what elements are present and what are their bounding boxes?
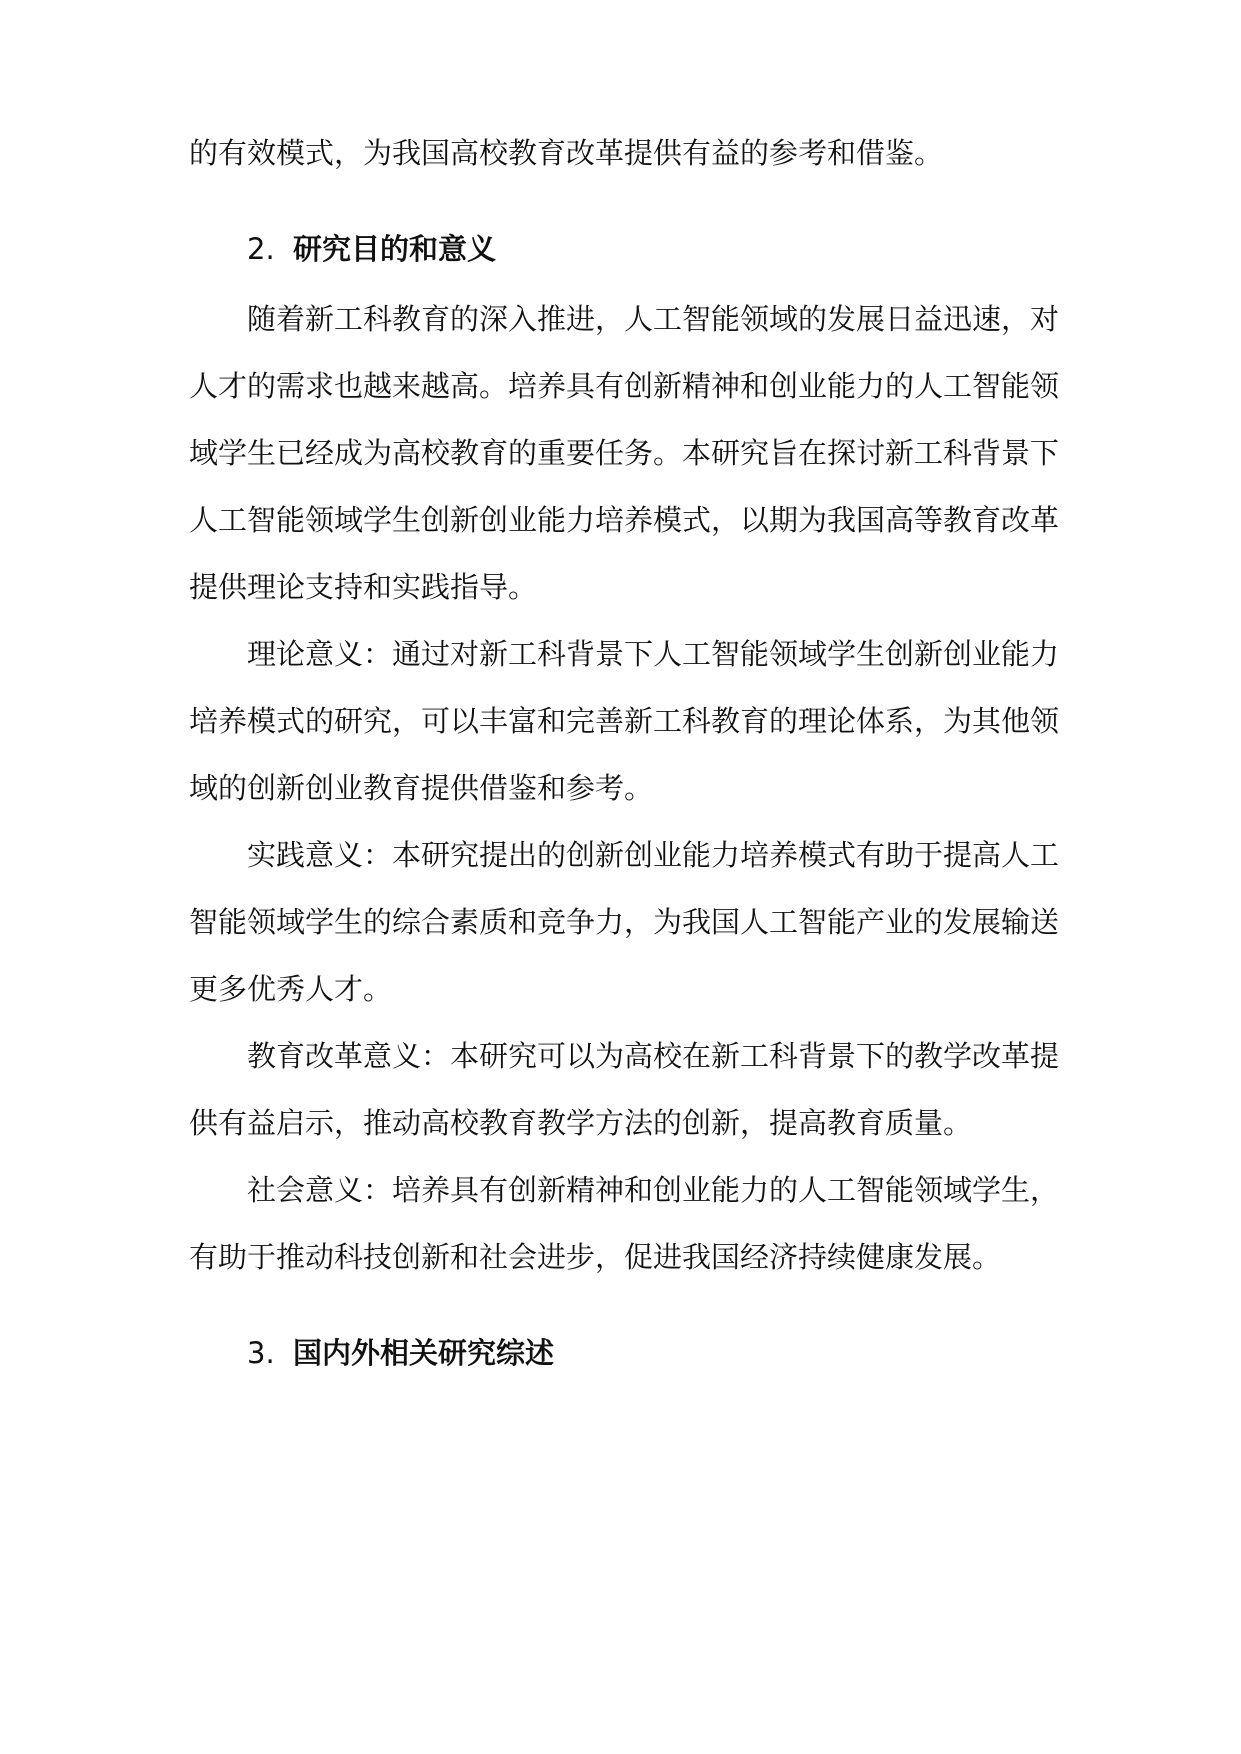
paragraph-line: 提供理论支持和实践指导。: [189, 570, 538, 604]
paragraph-line: 理论意义：通过对新工科背景下人工智能领域学生创新创业能力: [247, 637, 1060, 671]
paragraph-line: 社会意义：培养具有创新精神和创业能力的人工智能领域学生，: [247, 1173, 1060, 1207]
section-title: 国内外相关研究综述: [293, 1336, 555, 1370]
section-heading-research-purpose: [247, 231, 496, 267]
section-number: 2.: [247, 232, 275, 266]
section-title: 研究目的和意义: [293, 232, 497, 266]
paragraph-line: 人工智能领域学生创新创业能力培养模式，以期为我国高等教育改革: [189, 503, 1060, 537]
paragraph-line: 供有益启示，推动高校教育教学方法的创新，提高教育质量。: [189, 1106, 973, 1140]
paragraph-line: 人才的需求也越来越高。培养具有创新精神和创业能力的人工智能领: [189, 369, 1060, 403]
paragraph-line: 教育改革意义：本研究可以为高校在新工科背景下的教学改革提: [247, 1039, 1060, 1073]
section-number: 3.: [247, 1336, 275, 1370]
paragraph-line: 培养模式的研究，可以丰富和完善新工科教育的理论体系，为其他领: [189, 704, 1060, 738]
paragraph-line: 域的创新创业教育提供借鉴和参考。: [189, 771, 654, 805]
paragraph-line: 实践意义：本研究提出的创新创业能力培养模式有助于提高人工: [247, 838, 1060, 872]
paragraph-line: 智能领域学生的综合素质和竞争力，为我国人工智能产业的发展输送: [189, 905, 1060, 939]
paragraph-line: 的有效模式，为我国高校教育改革提供有益的参考和借鉴。: [189, 136, 944, 170]
paragraph-line: 随着新工科教育的深入推进，人工智能领域的发展日益迅速，对: [247, 302, 1060, 336]
paragraph-line: 域学生已经成为高校教育的重要任务。本研究旨在探讨新工科背景下: [189, 436, 1060, 470]
paragraph-line: 有助于推动科技创新和社会进步，促进我国经济持续健康发展。: [189, 1240, 1002, 1274]
paragraph-line: 更多优秀人才。: [189, 972, 393, 1006]
section-heading-literature-review: [247, 1335, 554, 1371]
